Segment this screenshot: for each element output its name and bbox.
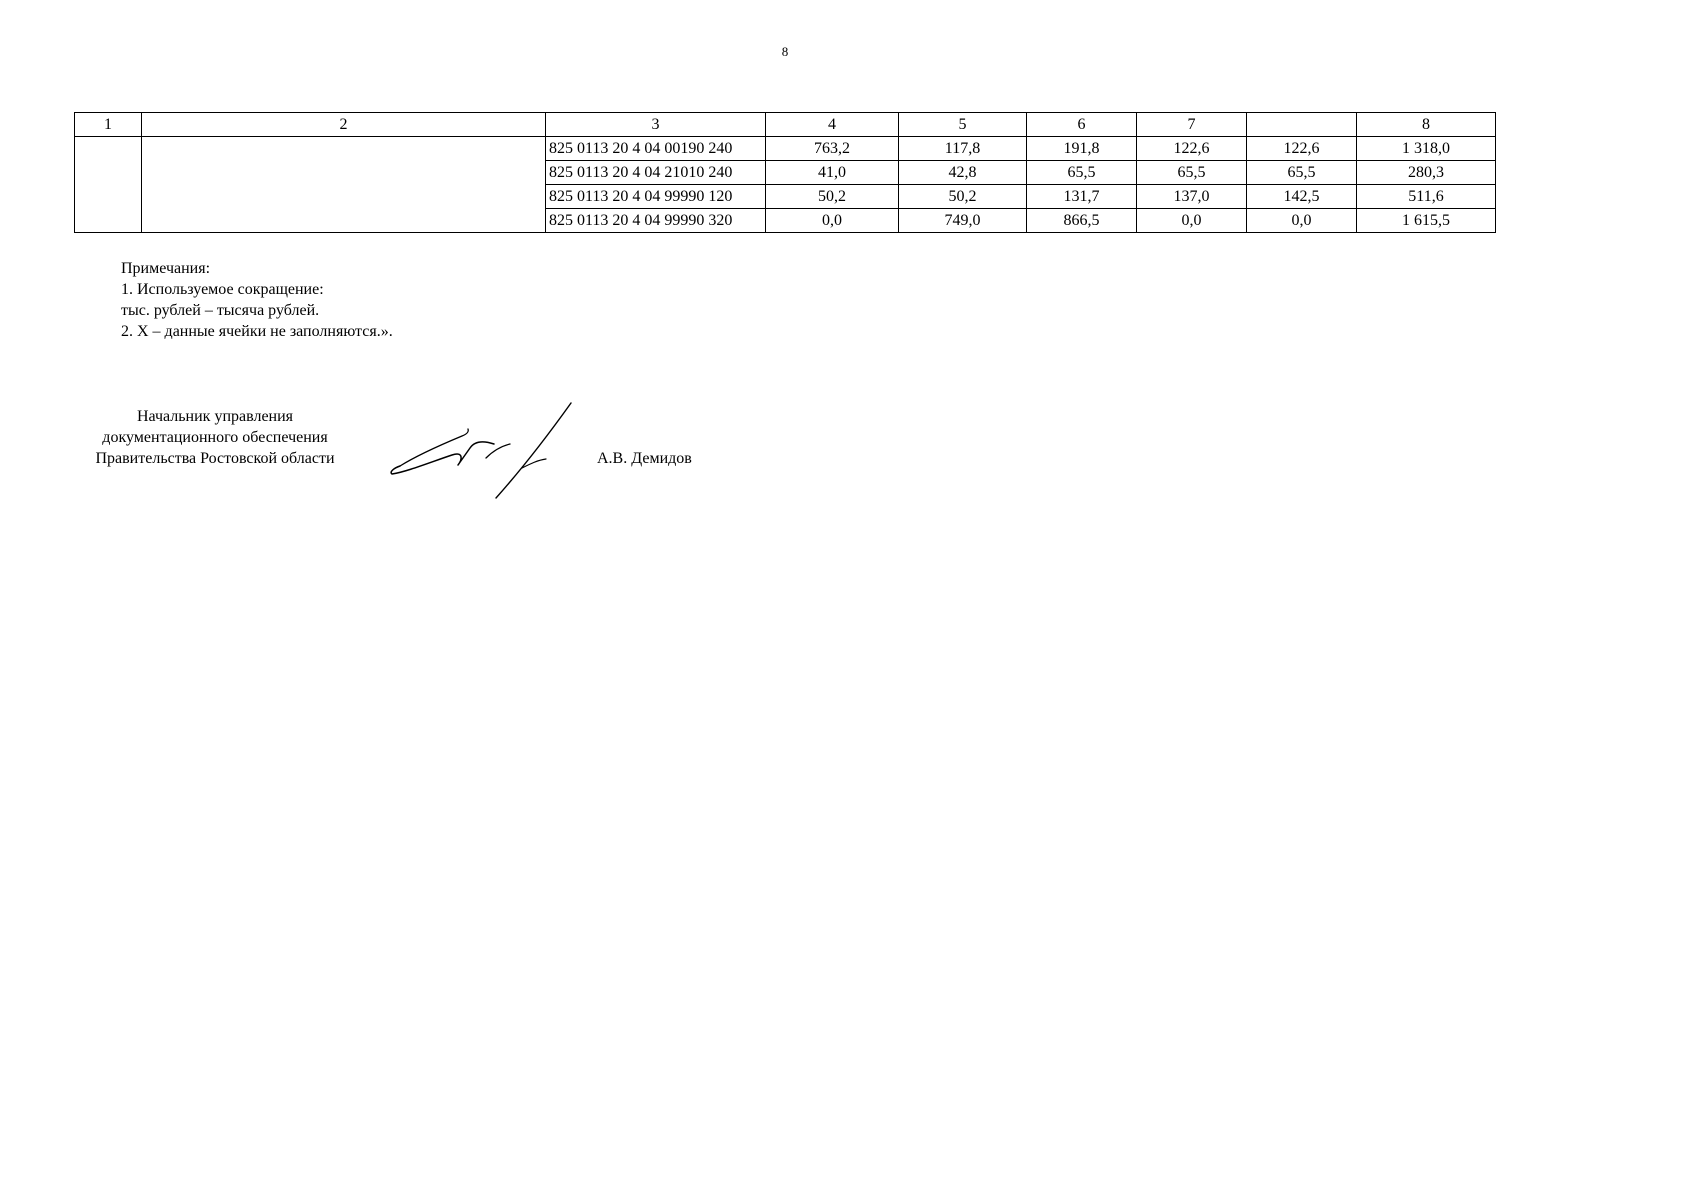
header-cell: 8 [1357,113,1496,137]
empty-merged-cell [75,137,142,233]
notes-title: Примечания: [121,260,211,277]
value-cell: 65,5 [1137,161,1247,185]
budget-code-cell: 825 0113 20 4 04 21010 240 [546,161,766,185]
header-cell: 5 [899,113,1027,137]
signer-name: А.В. Демидов [597,450,692,467]
value-cell: 122,6 [1137,137,1247,161]
header-cell: 3 [546,113,766,137]
value-cell: 142,5 [1247,185,1357,209]
value-cell: 137,0 [1137,185,1247,209]
handwritten-signature [386,398,576,503]
page-number: 8 [781,44,789,59]
position-line: Начальник управления [136,408,294,425]
signer-position [70,406,360,469]
value-cell: 191,8 [1027,137,1137,161]
value-cell: 65,5 [1247,161,1357,185]
value-cell: 50,2 [766,185,899,209]
note-line: 2. X – данные ячейки не заполняются.». [121,323,393,340]
position-line: Правительства Ростовской области [95,450,335,467]
value-cell: 0,0 [766,209,899,233]
value-cell: 0,0 [1247,209,1357,233]
value-cell: 50,2 [899,185,1027,209]
header-cell: 2 [142,113,546,137]
value-cell: 0,0 [1137,209,1247,233]
budget-code-cell: 825 0113 20 4 04 99990 120 [546,185,766,209]
header-cell: 4 [766,113,899,137]
table-header-row [75,113,1496,137]
value-cell: 866,5 [1027,209,1137,233]
header-cell: 1 [75,113,142,137]
data-table [74,112,1496,233]
value-cell: 41,0 [766,161,899,185]
header-cell: 7 [1137,113,1247,137]
value-cell: 122,6 [1247,137,1357,161]
budget-code-cell: 825 0113 20 4 04 99990 320 [546,209,766,233]
note-line: тыс. рублей – тысяча рублей. [121,302,320,319]
value-cell: 117,8 [899,137,1027,161]
total-cell: 1 615,5 [1357,209,1496,233]
empty-merged-cell [142,137,546,233]
note-line: 1. Используемое сокращение: [121,281,324,298]
header-cell: 6 [1027,113,1137,137]
notes-block [121,258,393,342]
table-row [75,137,1496,161]
value-cell: 65,5 [1027,161,1137,185]
value-cell: 42,8 [899,161,1027,185]
value-cell: 131,7 [1027,185,1137,209]
value-cell: 749,0 [899,209,1027,233]
budget-code-cell: 825 0113 20 4 04 00190 240 [546,137,766,161]
value-cell: 763,2 [766,137,899,161]
total-cell: 280,3 [1357,161,1496,185]
header-cell [1247,113,1357,137]
position-line: документационного обеспечения [102,429,328,446]
total-cell: 1 318,0 [1357,137,1496,161]
total-cell: 511,6 [1357,185,1496,209]
